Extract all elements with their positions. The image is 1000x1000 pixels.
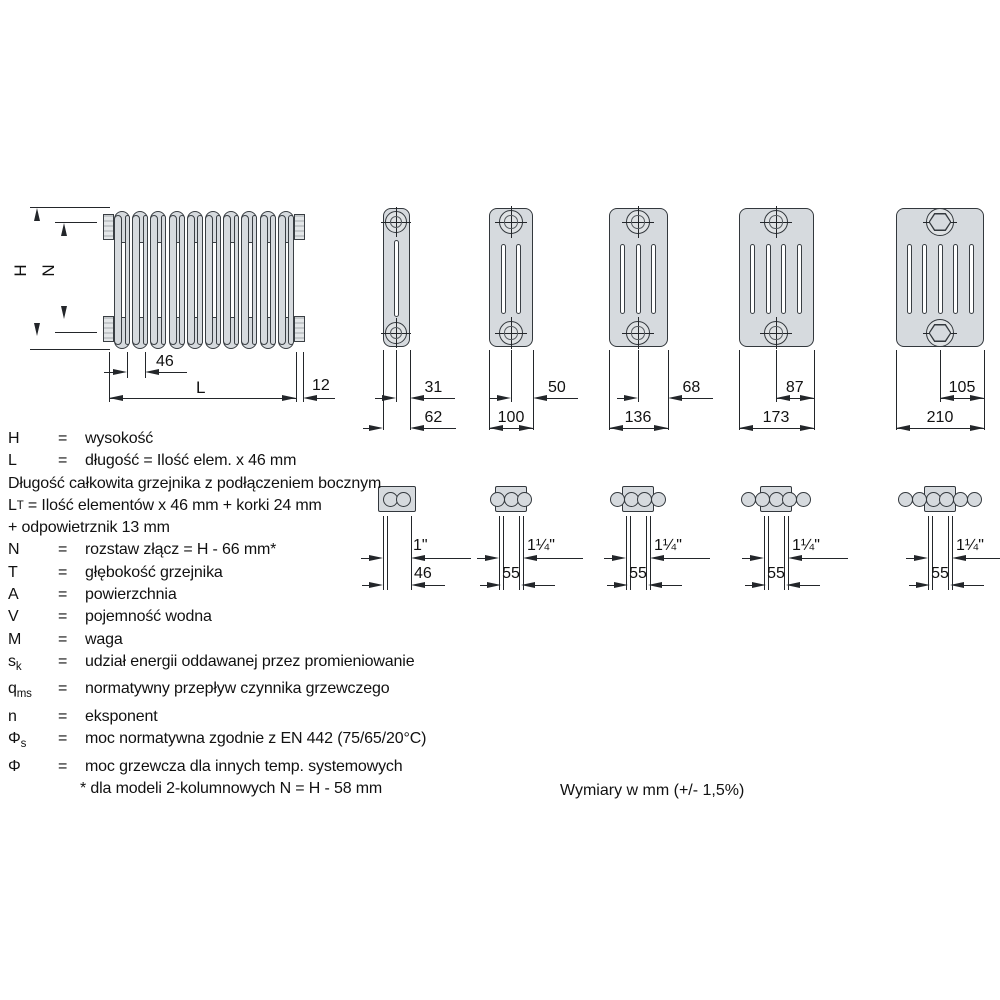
arrowhead-icon [34, 323, 40, 336]
legend-definition-text: normatywny przepływ czynnika grzewczego [85, 680, 390, 698]
element-rear-tube [288, 215, 294, 345]
column-tube-circle [953, 492, 968, 507]
legend-definition-text: moc normatywna zgodnie z EN 442 (75/65/20°C) [85, 730, 427, 748]
radiator-element [168, 211, 186, 349]
extension-line [896, 350, 897, 430]
dimension-line [964, 585, 984, 586]
arrowhead-icon [916, 582, 930, 588]
legend-equals: = [58, 586, 68, 604]
legend-symbol [8, 428, 58, 450]
legend-row [8, 473, 426, 495]
section-half-depth-label: 68 [682, 379, 701, 396]
legend-definition-text: moc grzewcza dla innych temp. systemowych [85, 757, 403, 775]
arrowhead-icon [896, 425, 910, 431]
legend-row [8, 539, 426, 561]
section-depth-label: 62 [424, 409, 443, 426]
extension-line [814, 350, 815, 430]
column-tube-circle [741, 492, 756, 507]
dimension-line [55, 332, 97, 333]
extension-line [127, 352, 128, 378]
legend-definition-text: długość = Ilość elem. x 46 mm [85, 452, 297, 470]
element-rear-tube [216, 215, 222, 345]
arrowhead-icon [487, 582, 501, 588]
section-slot [620, 244, 625, 314]
extension-line [952, 516, 953, 590]
legend-symbol [8, 706, 58, 728]
radiator-element [131, 211, 149, 349]
arrowhead-icon [750, 555, 764, 561]
legend-definition-text: udział energii oddawanej przez promieniowanie [85, 652, 415, 670]
dimension-line [745, 585, 752, 586]
legend-symbol-subscript: k [15, 661, 22, 674]
legend-row [8, 517, 426, 539]
dimension-line [906, 558, 914, 559]
element-front-tube [278, 215, 286, 345]
arrowhead-icon [650, 555, 664, 561]
plug-thread-circle [769, 215, 782, 228]
section-half-depth-label: 50 [548, 379, 566, 396]
end-bushing [294, 316, 305, 342]
column-tube-circle [926, 492, 941, 507]
dimension-line [425, 558, 471, 559]
end-bushing [103, 316, 114, 342]
extension-line [523, 516, 524, 590]
legend-symbol [8, 756, 58, 778]
arrowhead-icon [668, 395, 682, 401]
legend-row [8, 678, 426, 705]
legend-row [8, 756, 426, 778]
legend-equals: = [58, 652, 68, 670]
plug-thread-circle [504, 326, 517, 339]
arrowhead-icon [614, 582, 628, 588]
element-rear-tube [143, 215, 149, 345]
legend-row [8, 495, 426, 517]
legend-symbol-text: H [8, 430, 20, 447]
dimension-line [537, 558, 583, 559]
radiator-element [277, 211, 295, 349]
column-tube-circle [967, 492, 982, 507]
arrowhead-icon [382, 395, 396, 401]
arrowhead-icon [612, 555, 626, 561]
legend-row [8, 584, 426, 606]
end-offset-dimension-label: 12 [312, 377, 330, 394]
column-tube-circle [610, 492, 625, 507]
legend-row [8, 606, 426, 628]
legend-symbol [8, 678, 58, 705]
column-tube-circle [782, 492, 797, 507]
legend-symbol [8, 651, 58, 678]
arrowhead-icon [624, 395, 638, 401]
dimension-line [477, 558, 485, 559]
arrowhead-icon [282, 395, 296, 401]
arrowhead-icon [485, 555, 499, 561]
arrowhead-icon [752, 582, 766, 588]
legend-symbol-text: s [8, 652, 16, 670]
legend-definition-text: eksponent [85, 707, 158, 725]
extension-line [489, 350, 490, 430]
column-tube-circle [755, 492, 770, 507]
legend-symbol-text: A [8, 586, 19, 604]
dimension-line [604, 558, 612, 559]
dimension-line [662, 585, 682, 586]
legend-definition-text: rozstaw złącz = H - 66 mm* [85, 541, 277, 559]
column-tube-circle [490, 492, 505, 507]
column-tube-circle [504, 492, 519, 507]
element-rear-tube [234, 215, 240, 345]
plug-thread-circle [504, 215, 517, 228]
legend-symbol-text: T [8, 563, 18, 581]
radiator-element [113, 211, 131, 349]
element-front-tube [205, 215, 213, 345]
element-front-tube [150, 215, 158, 345]
arrowhead-icon [521, 582, 535, 588]
legend-equals: = [58, 541, 68, 559]
legend-equals: = [58, 757, 68, 775]
legend-row [8, 728, 426, 755]
element-front-tube [241, 215, 249, 345]
column-tube-circle [624, 492, 639, 507]
extension-line [533, 350, 534, 430]
element-front-tube [132, 215, 140, 345]
arrowhead-icon [533, 395, 547, 401]
section-depth-label: 173 [762, 409, 790, 426]
legend [8, 428, 426, 800]
column-tube-circle [939, 492, 954, 507]
legend-row [8, 651, 426, 678]
arrowhead-icon [61, 306, 67, 319]
radiator-element [240, 211, 258, 349]
section-depth-label: 100 [497, 409, 525, 426]
section-depth-label: 136 [624, 409, 652, 426]
thread-size-label: 1¼" [956, 537, 984, 554]
legend-row [8, 428, 426, 450]
legend-definition-text: pojemność wodna [85, 608, 212, 626]
legend-symbol-subscript: ms [16, 688, 32, 701]
thread-size-label: 1¼" [792, 537, 820, 554]
dimension-line [480, 585, 487, 586]
radiator-element [259, 211, 277, 349]
legend-row [8, 629, 426, 651]
section-half-depth-label: 31 [424, 379, 443, 396]
section-slot [651, 244, 656, 314]
legend-symbol-text: Φ [8, 757, 21, 775]
element-pitch-label: 55 [931, 565, 949, 582]
legend-symbol [8, 539, 58, 561]
dimension-line [425, 585, 445, 586]
legend-text: + odpowietrznik 13 mm [8, 519, 170, 537]
legend-equals: = [58, 608, 68, 626]
dimension-line [30, 349, 110, 350]
legend-row [8, 450, 426, 472]
legend-definition-text: waga [85, 630, 123, 648]
dimension-line [546, 398, 578, 399]
radiator-element [204, 211, 222, 349]
extension-line [739, 350, 740, 430]
element-width-dimension-label: 46 [156, 353, 174, 370]
legend-text: Długość całkowita grzejnika z podłączeniem bocznym [8, 474, 382, 492]
legend-symbol-text: Φ [8, 730, 21, 748]
section-slot [394, 240, 399, 317]
end-bushing [103, 214, 114, 240]
legend-symbol-text: L [8, 452, 17, 470]
dimension-line [742, 558, 750, 559]
dimension-note: Wymiary w mm (+/- 1,5%) [560, 782, 745, 799]
plug-thread-circle [390, 327, 402, 339]
arrowhead-icon [34, 208, 40, 221]
extension-line [410, 350, 411, 430]
legend-equals: = [58, 430, 68, 447]
element-front-tube [114, 215, 122, 345]
column-tube-circle [796, 492, 811, 507]
dimension-line [681, 398, 713, 399]
arrowhead-icon [800, 425, 814, 431]
dimension-line [607, 585, 614, 586]
element-rear-tube [197, 215, 203, 345]
legend-row [8, 778, 426, 800]
dimension-line [30, 207, 110, 208]
height-dimension-label: H [10, 264, 30, 277]
extension-line [788, 516, 789, 590]
element-rear-tube [179, 215, 185, 345]
connection-pitch-dimension-label: N [38, 264, 58, 277]
legend-definition-text: powierzchnia [85, 586, 177, 604]
legend-symbol-text: q [8, 680, 17, 698]
extension-line [650, 516, 651, 590]
thread-size-label: 1¼" [654, 537, 682, 554]
section-slot [907, 244, 912, 314]
extension-line [511, 350, 512, 402]
plug-thread-circle [390, 216, 402, 228]
length-dimension-label: L [196, 378, 206, 397]
arrowhead-icon [914, 555, 928, 561]
section-slot [781, 244, 786, 314]
dimension-line [423, 428, 456, 429]
extension-line [396, 350, 397, 402]
element-rear-tube [125, 215, 131, 345]
section-slot [922, 244, 927, 314]
section-slot [953, 244, 958, 314]
extension-line [668, 350, 669, 430]
legend-symbol-subscript: s [20, 738, 27, 751]
legend-text: * dla modeli 2-kolumnowych N = H - 58 mm [80, 780, 383, 798]
section-slot [516, 244, 521, 314]
legend-row [8, 706, 426, 728]
section-slot [969, 244, 974, 314]
legend-symbol-text: M [8, 630, 22, 648]
arrowhead-icon [952, 555, 966, 561]
radiator-element [149, 211, 167, 349]
plug-thread-circle [769, 326, 782, 339]
element-front-tube [187, 215, 195, 345]
extension-line [296, 352, 297, 402]
arrowhead-icon [61, 223, 67, 236]
legend-symbol-text: L [8, 496, 17, 514]
arrowhead-icon [303, 395, 317, 401]
legend-symbol-text: N [8, 541, 20, 559]
section-slot [501, 244, 506, 314]
thread-size-label: 1¼" [527, 537, 555, 554]
dimension-line [802, 558, 848, 559]
dimension-line [535, 585, 555, 586]
column-tube-circle [637, 492, 652, 507]
arrowhead-icon [648, 582, 662, 588]
thread-size-label: 1" [413, 537, 428, 554]
section-half-depth-label: 105 [948, 379, 976, 396]
element-front-tube [223, 215, 231, 345]
legend-symbol [8, 629, 58, 651]
column-tube-circle [912, 492, 927, 507]
dimension-line [909, 585, 916, 586]
element-front-tube [169, 215, 177, 345]
arrowhead-icon [109, 395, 123, 401]
element-rear-tube [252, 215, 258, 345]
column-tube-circle [517, 492, 532, 507]
dimension-line [664, 558, 710, 559]
dimension-line [159, 372, 187, 373]
radiator-element [222, 211, 240, 349]
section-slot [938, 244, 943, 314]
extension-line [383, 350, 384, 430]
legend-equals: = [58, 680, 68, 698]
section-half-depth-label: 87 [785, 379, 804, 396]
arrowhead-icon [739, 425, 753, 431]
arrowhead-icon [788, 555, 802, 561]
element-pitch-label: 46 [414, 565, 432, 582]
extension-line [984, 350, 985, 430]
legend-equals: = [27, 496, 38, 514]
section-slot [636, 244, 641, 314]
section-depth-label: 210 [926, 409, 954, 426]
element-front-tube [260, 215, 268, 345]
element-rear-tube [270, 215, 276, 345]
extension-line [609, 350, 610, 430]
legend-equals: = [58, 707, 68, 725]
element-pitch-label: 55 [767, 565, 785, 582]
section-slot [797, 244, 802, 314]
arrowhead-icon [786, 582, 800, 588]
arrowhead-icon [410, 395, 424, 401]
arrowhead-icon [970, 425, 984, 431]
end-bushing [294, 214, 305, 240]
column-tube-circle [898, 492, 913, 507]
legend-symbol [8, 606, 58, 628]
legend-equals: = [58, 630, 68, 648]
radiator-element [186, 211, 204, 349]
arrowhead-icon [523, 555, 537, 561]
element-rear-tube [161, 215, 167, 345]
legend-row [8, 562, 426, 584]
plug-thread-circle [631, 215, 644, 228]
legend-symbol [8, 584, 58, 606]
dimension-line [109, 398, 296, 399]
legend-symbol-text: n [8, 707, 17, 725]
extension-line [638, 350, 639, 402]
legend-equals: = [58, 452, 68, 470]
legend-symbol-text: V [8, 608, 19, 626]
section-slot [766, 244, 771, 314]
legend-symbol [8, 562, 58, 584]
plug-thread-circle [631, 326, 644, 339]
element-pitch-label: 55 [502, 565, 520, 582]
legend-symbol [8, 728, 58, 755]
legend-equals: = [58, 563, 68, 581]
section-slot [750, 244, 755, 314]
element-pitch-label: 55 [629, 565, 647, 582]
dimension-line [800, 585, 820, 586]
arrowhead-icon [113, 369, 127, 375]
legend-definition-text: wysokość [85, 430, 154, 447]
legend-symbol-subscript: T [16, 499, 24, 512]
column-tube-circle [651, 492, 666, 507]
column-tube-circle [769, 492, 784, 507]
dimension-line [966, 558, 1000, 559]
legend-definition-text: głębokość grzejnika [85, 563, 223, 581]
dimension-line [317, 398, 335, 399]
legend-definition-text: Ilość elementów x 46 mm + korki 24 mm [41, 496, 322, 514]
arrowhead-icon [950, 582, 964, 588]
legend-symbol [8, 450, 58, 472]
legend-equals: = [58, 730, 68, 748]
arrowhead-icon [497, 395, 511, 401]
dimension-line [423, 398, 455, 399]
